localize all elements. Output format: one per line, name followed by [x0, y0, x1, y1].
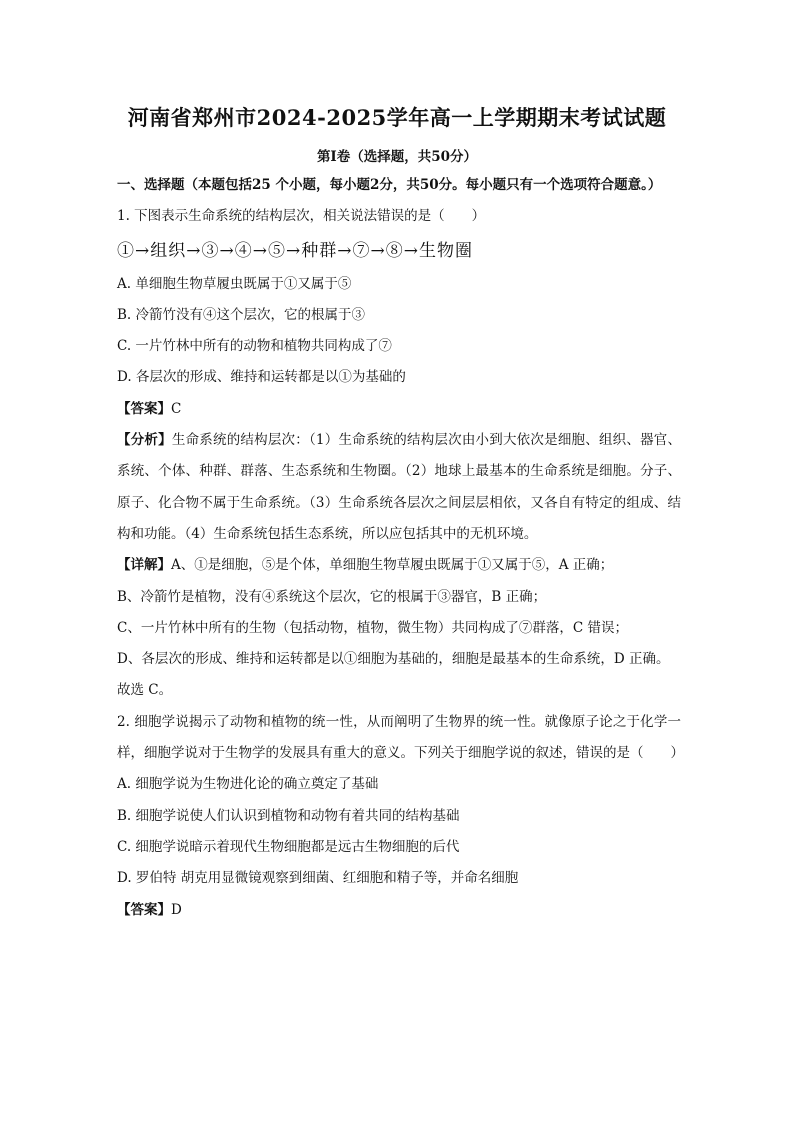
- q1-hierarchy-diagram: ①→组织→③→④→⑤→种群→⑦→⑧→生物圈: [117, 240, 473, 261]
- q1-option-c: C. 一片竹林中所有的动物和植物共同构成了⑦: [117, 338, 392, 355]
- q1-detail-c: C、一片竹林中所有的生物（包括动物，植物，微生物）共同构成了⑦群落，C 错误；: [117, 619, 628, 636]
- q2-option-d: D. 罗伯特 胡克用显微镜观察到细菌、红细胞和精子等，并命名细胞: [117, 870, 519, 887]
- answer-label: 【答案】: [117, 400, 171, 417]
- q2-option-a: A. 细胞学说为生物进化论的确立奠定了基础: [117, 776, 379, 793]
- q1-option-b: B. 冷箭竹没有④这个层次，它的根属于③: [117, 306, 366, 323]
- q2-stem: 2. 细胞学说揭示了动物和植物的统一性，从而阐明了生物界的统一性。就像原子论之于化学一样，细胞学说对于生物学的发展具有重大的意义。下列关于细胞学说的叙述，错误的是（ ）: [117, 713, 684, 762]
- q1-option-d: D. 各层次的形成、维持和运转都是以①为基础的: [117, 369, 406, 386]
- q1-detail-a: [117, 550, 681, 581]
- section-heading: 一、选择题（本题包括25 个小题，每小题2分，共50分。每小题只有一个选项符合题意。）: [117, 177, 662, 193]
- document-body: [117, 170, 684, 926]
- answer-label: 【答案】: [117, 901, 171, 918]
- analysis-label: 【分析】: [117, 432, 172, 449]
- q1-detail-d: D、各层次的形成、维持和运转都是以①细胞为基础的，细胞是最基本的生命系统，D 正确。: [117, 651, 670, 668]
- answer-value: C: [171, 400, 182, 417]
- part-heading: 第I卷（选择题，共50分）: [316, 149, 478, 165]
- page-title: 河南省郑州市2024-2025学年高一上学期期末考试试题: [127, 105, 667, 130]
- detail-text-a: A、①是细胞，⑤是个体，单细胞生物草履虫既属于①又属于⑤，A 正确；: [171, 557, 614, 574]
- q2-option-b: B. 细胞学说使人们认识到植物和动物有着共同的结构基础: [117, 807, 460, 824]
- q1-option-a: A. 单细胞生物草履虫既属于①又属于⑤: [117, 275, 352, 292]
- q2-answer: [117, 895, 681, 926]
- analysis-text: 生命系统的结构层次：（1）生命系统的结构层次由小到大依次是细胞、组织、器官、系统、个体、种群、群落、生态系统和生物圈。（2）地球上最基本的生命系统是细胞。分子、原子、化合物不属于生命系统。（3）生命系统各层次之间层层相依，又各自有特定的组成、结构和功能。（4）生命系统包括生态系统，所以应包括其中的无机环境。: [117, 432, 682, 542]
- answer-value: D: [171, 901, 182, 918]
- q1-answer: [117, 394, 681, 425]
- q1-detail-b: B、冷箭竹是植物，没有④系统这个层次，它的根属于③器官，B 正确；: [117, 588, 547, 605]
- detail-label: 【详解】: [117, 557, 171, 574]
- q2-option-c: C. 细胞学说暗示着现代生物细胞都是远古生物细胞的后代: [117, 838, 460, 855]
- q1-stem: 1. 下图表示生命系统的结构层次，相关说法错误的是（ ）: [117, 208, 486, 225]
- q1-analysis: [117, 425, 681, 550]
- q1-conclusion: 故选 C。: [117, 682, 173, 699]
